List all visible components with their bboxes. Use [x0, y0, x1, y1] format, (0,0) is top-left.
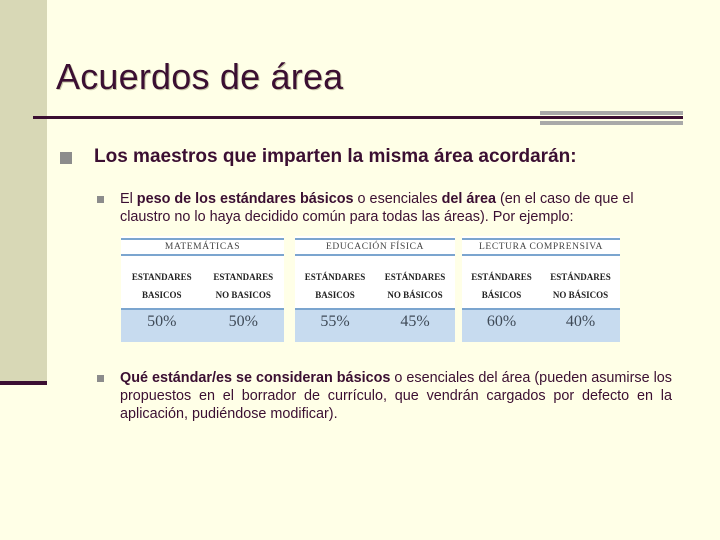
col-nonbasic-header: ESTÁNDARES NO BÁSICOS	[384, 272, 446, 300]
title-rule	[33, 116, 683, 119]
percent-basic: 60%	[486, 313, 517, 330]
col-basic-header: ESTÁNDARES BÁSICOS	[471, 272, 532, 300]
main-bullet-text: Los maestros que imparten la misma área acordarán:	[94, 146, 577, 167]
table-lectura-comprensiva	[462, 236, 620, 340]
title-accent-bar-bottom	[540, 121, 683, 125]
percent-row	[121, 308, 284, 342]
col-basic-header: ESTÁNDARES BASICOS	[304, 272, 366, 300]
square-bullet-icon	[60, 152, 72, 164]
table-matematicas	[121, 236, 284, 340]
percent-row	[295, 308, 455, 342]
left-decor-bar	[0, 0, 47, 384]
table-educacion-fisica	[295, 236, 455, 340]
col-basic-header: ESTANDARES BASICOS	[131, 272, 192, 300]
col-nonbasic-header: ESTANDARES NO BASICOS	[213, 272, 274, 300]
percent-basic: 50%	[147, 313, 177, 330]
percent-row	[462, 308, 620, 342]
square-bullet-icon	[97, 375, 104, 382]
left-decor-line	[0, 381, 47, 385]
percent-nonbasic: 40%	[565, 313, 596, 330]
example-tables	[121, 236, 621, 340]
title-accent-bar-top	[540, 111, 683, 115]
table-title: MATEMÁTICAS	[121, 238, 284, 256]
table-title: EDUCACIÓN FÍSICA	[295, 238, 455, 256]
sub-bullet-weight: El peso de los estándares básicos o esenciales del área (en el caso de que el claustro no lo haya decidido común para todas las áreas). Por ejemplo:	[120, 191, 634, 225]
square-bullet-icon	[97, 196, 104, 203]
table-title: LECTURA COMPRENSIVA	[462, 238, 620, 256]
slide-title: Acuerdos de área	[56, 56, 344, 97]
percent-nonbasic: 50%	[228, 313, 258, 330]
col-nonbasic-header: ESTÁNDARES NO BÁSICOS	[550, 272, 611, 300]
percent-basic: 55%	[320, 313, 350, 330]
sub-bullet-standards: Qué estándar/es se consideran básicos o esenciales del área (pueden asumirse los propuestos en el borrador de currículo, que vendrán cargados por defecto en la aplicación, pudiéndose modificar).	[120, 370, 672, 422]
percent-nonbasic: 45%	[400, 313, 430, 330]
